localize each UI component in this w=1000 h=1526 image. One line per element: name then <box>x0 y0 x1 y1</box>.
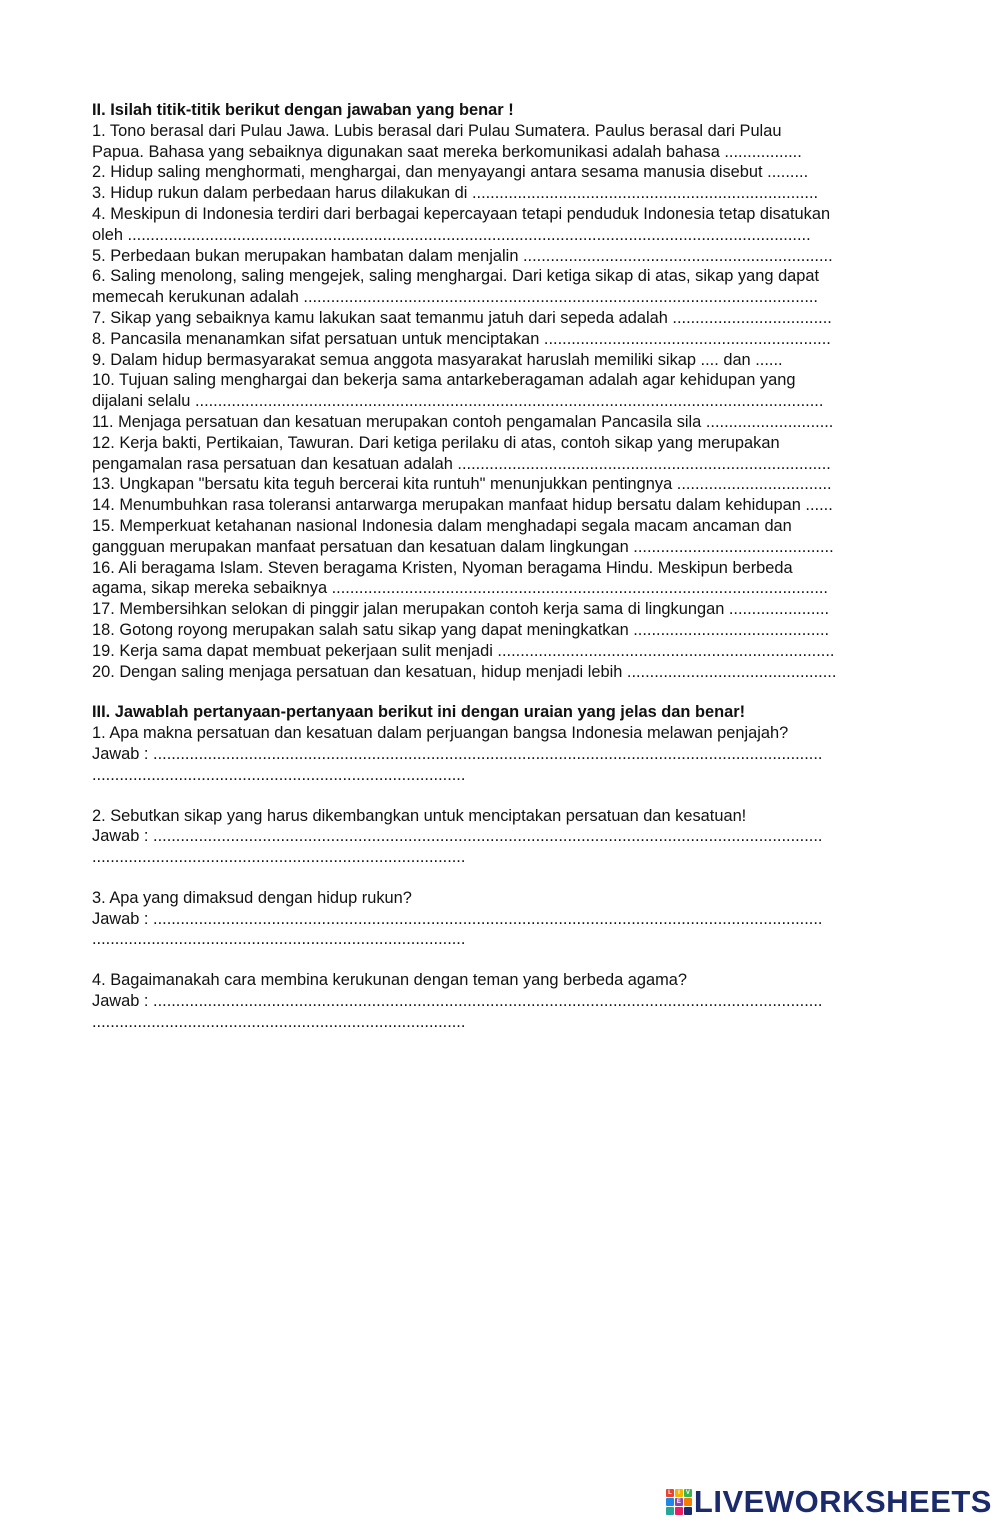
brand-name: LIVEWORKSHEETS <box>693 1484 992 1519</box>
answer-line-continued[interactable]: .................................................................................. <box>92 1012 466 1031</box>
fill-line: 10. Tujuan saling menghargai dan bekerja sama antarkeberagaman adalah agar kehidupan yang <box>92 371 796 390</box>
fill-line: 18. Gotong royong merupakan salah satu sikap yang dapat meningkatkan ........................................... <box>92 620 830 639</box>
fill-line: agama, sikap mereka sebaiknya ............................................................................................................. <box>92 579 828 598</box>
fill-line: 19. Kerja sama dapat membuat pekerjaan sulit menjadi .......................................................................... <box>92 641 835 660</box>
logo-square: V <box>685 1490 690 1496</box>
section3-heading: III. Jawablah pertanyaan-pertanyaan berikut ini dengan uraian yang jelas dan benar! <box>92 703 746 722</box>
logo-square <box>666 1507 674 1515</box>
fill-line: 5. Perbedaan bukan merupakan hambatan dalam menjalin .................................................................... <box>92 246 833 265</box>
logo-square: E <box>676 1499 681 1505</box>
fill-line: 16. Ali beragama Islam. Steven beragama Kristen, Nyoman beragama Hindu. Meskipun berbeda <box>92 558 793 577</box>
fill-line: 7. Sikap yang sebaiknya kamu lakukan saat temanmu jatuh dari sepeda adalah ................................... <box>92 308 832 327</box>
fill-line: 6. Saling menolong, saling mengejek, saling menghargai. Dari ketiga sikap di atas, sikap yang dapat <box>92 267 820 286</box>
answer-line[interactable]: Jawab : ................................................................................................................................................... <box>92 992 823 1011</box>
essay-question-4 <box>92 970 912 1032</box>
answer-line-continued[interactable]: .................................................................................. <box>92 930 466 949</box>
answer-line[interactable]: Jawab : ................................................................................................................................................... <box>92 744 823 763</box>
fill-line: memecah kerukunan adalah ................................................................................................................. <box>92 288 818 307</box>
liveworksheets-footer <box>666 1484 992 1520</box>
logo-square <box>675 1507 683 1515</box>
fill-line: 3. Hidup rukun dalam perbedaan harus dilakukan di ............................................................................ <box>92 184 819 203</box>
section2-heading: II. Isilah titik-titik berikut dengan jawaban yang benar ! <box>92 101 514 119</box>
fill-line: 14. Menumbuhkan rasa toleransi antarwarga merupakan manfaat hidup bersatu dalam kehidupan ...... <box>92 496 833 515</box>
logo-square: L <box>666 1489 674 1497</box>
question-gap <box>92 950 912 970</box>
section2-lines <box>92 121 912 683</box>
answer-line[interactable]: Jawab : ................................................................................................................................................... <box>92 827 823 846</box>
fill-line: 20. Dengan saling menjaga persatuan dan kesatuan, hidup menjadi lebih .............................................. <box>92 662 837 681</box>
question-text: 3. Apa yang dimaksud dengan hidup rukun? <box>92 888 412 907</box>
fill-line: 4. Meskipun di Indonesia terdiri dari berbagai kepercayaan tetapi penduduk Indonesia tetap disatukan <box>92 204 831 223</box>
fill-line: 13. Ungkapan "bersatu kita teguh bercerai kita runtuh" menunjukkan pentingnya .................................. <box>92 475 832 494</box>
fill-line: pengamalan rasa persatuan dan kesatuan adalah .................................................................................. <box>92 454 831 473</box>
fill-line: 17. Membersihkan selokan di pinggir jalan merupakan contoh kerja sama di lingkungan ...................... <box>92 600 830 619</box>
logo-square <box>684 1498 692 1506</box>
essay-question-3 <box>92 888 912 950</box>
logo-square: I <box>675 1489 683 1497</box>
fill-line: 2. Hidup saling menghormati, menghargai, dan menyayangi antara sesama manusia disebut ......... <box>92 163 809 182</box>
essay-question-2 <box>92 806 912 868</box>
fill-line: 12. Kerja bakti, Pertikaian, Tawuran. Dari ketiga perilaku di atas, contoh sikap yang merupakan <box>92 433 780 452</box>
fill-line: 9. Dalam hidup bermasyarakat semua anggota masyarakat haruslah memiliki sikap .... dan ...... <box>92 350 783 369</box>
liveworksheets-logo-icon <box>666 1489 692 1515</box>
fill-line: dijalani selalu .......................................................................................................................................... <box>92 392 824 411</box>
answer-line-continued[interactable]: .................................................................................. <box>92 848 466 867</box>
fill-line: 11. Menjaga persatuan dan kesatuan merupakan contoh pengamalan Pancasila sila ............................ <box>92 412 834 431</box>
fill-line: oleh ...................................................................................................................................................... <box>92 225 811 244</box>
fill-line: 1. Tono berasal dari Pulau Jawa. Lubis berasal dari Pulau Sumatera. Paulus berasal dari Pulau <box>92 121 782 140</box>
worksheet-page <box>92 100 912 1033</box>
answer-line-continued[interactable]: .................................................................................. <box>92 765 466 784</box>
fill-line: 8. Pancasila menanamkan sifat persatuan untuk menciptakan ............................................................... <box>92 329 831 348</box>
fill-line: Papua. Bahasa yang sebaiknya digunakan saat mereka berkomunikasi adalah bahasa ................. <box>92 142 802 161</box>
question-gap <box>92 786 912 806</box>
answer-line[interactable]: Jawab : ................................................................................................................................................... <box>92 909 823 928</box>
logo-square <box>684 1507 692 1515</box>
question-text: 2. Sebutkan sikap yang harus dikembangkan untuk menciptakan persatuan dan kesatuan! <box>92 806 747 825</box>
logo-square <box>666 1498 674 1506</box>
fill-line: 15. Memperkuat ketahanan nasional Indonesia dalam menghadapi segala macam ancaman dan <box>92 516 792 535</box>
question-text: 4. Bagaimanakah cara membina kerukunan dengan teman yang berbeda agama? <box>92 971 688 990</box>
essay-question-1 <box>92 723 912 785</box>
question-text: 1. Apa makna persatuan dan kesatuan dalam perjuangan bangsa Indonesia melawan penjajah? <box>92 724 789 743</box>
section-gap <box>92 682 912 702</box>
fill-line: gangguan merupakan manfaat persatuan dan kesatuan dalam lingkungan ............................................ <box>92 537 834 556</box>
question-gap <box>92 868 912 888</box>
